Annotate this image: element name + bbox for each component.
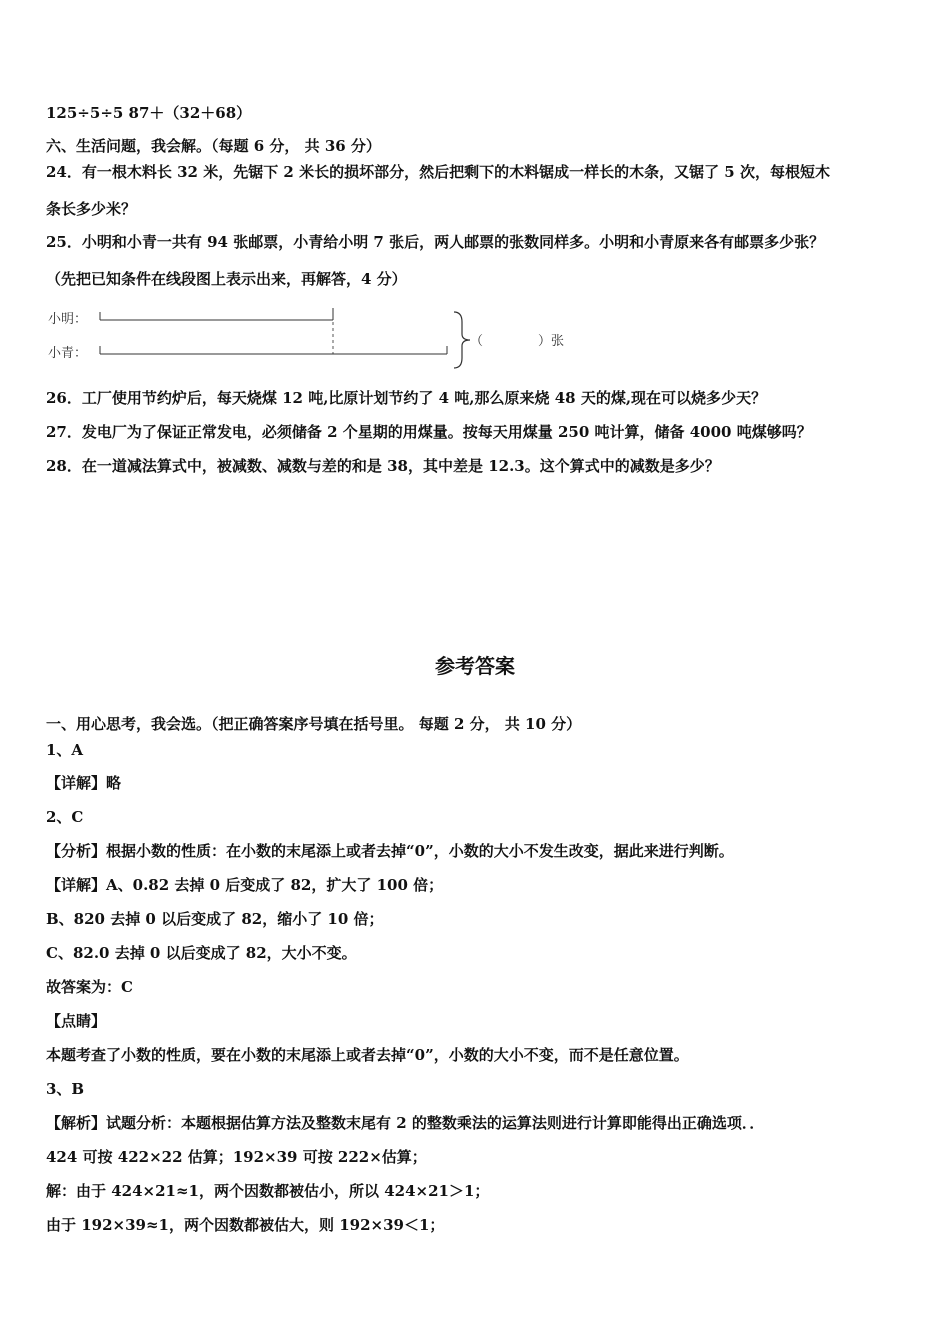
question-28: 28．在一道减法算式中，被减数、减数与差的和是 38，其中差是 12.3。这个算式中的减数是多少？ xyxy=(46,457,720,475)
answers-title: 参考答案 xyxy=(435,654,515,678)
answer-2-detail-c: C、82.0 去掉 0 以后变成了 82，大小不变。 xyxy=(46,944,357,962)
answer-2-analysis: 【分析】根据小数的性质：在小数的末尾添上或者去掉“0”，小数的大小不发生改变，据此来进行判断。 xyxy=(46,842,734,860)
question-27: 27．发电厂为了保证正常发电，必须储备 2 个星期的用煤量。按每天用煤量 250 吨计算，储备 4000 吨煤够吗？ xyxy=(46,423,812,441)
segment-lines xyxy=(46,300,606,376)
line-segment-diagram xyxy=(46,300,606,376)
arithmetic-expressions: 125÷5÷5 87＋（32＋68） xyxy=(46,104,252,122)
label-xiaoming: 小明： xyxy=(48,312,88,327)
section6-heading: 六、生活问题，我会解。（每题 6 分， 共 36 分） xyxy=(46,137,381,155)
answer-1: 1、A xyxy=(46,741,84,759)
answer-2-point: 本题考查了小数的性质，要在小数的末尾添上或者去掉“0”，小数的大小不变，而不是任意位置。 xyxy=(46,1046,689,1064)
answer-1-detail: 【详解】略 xyxy=(46,774,122,792)
answers-section1-heading: 一、用心思考，我会选。（把正确答案序号填在括号里。 每题 2 分， 共 10 分） xyxy=(46,715,582,733)
answer-2-detail-b: B、820 去掉 0 以后变成了 82，缩小了 10 倍； xyxy=(46,910,384,928)
label-xiaoqing: 小青： xyxy=(48,346,88,361)
question-25-note: （先把已知条件在线段图上表示出来，再解答，4 分） xyxy=(46,270,407,288)
answer-bracket-open: （ xyxy=(470,334,484,349)
question-26: 26．工厂使用节约炉后，每天烧煤 12 吨,比原计划节约了 4 吨,那么原来烧 48 天的煤,现在可以烧多少天？ xyxy=(46,389,767,407)
answer-2-detail-a: 【详解】A、0.82 去掉 0 后变成了 82，扩大了 100 倍； xyxy=(46,876,444,894)
answer-2-point-label: 【点睛】 xyxy=(46,1012,107,1030)
answer-3-line3: 由于 192×39≈1，两个因数都被估大，则 192×39＜1； xyxy=(46,1216,445,1234)
answer-3-analysis: 【解析】试题分析：本题根据估算方法及整数末尾有 2 的整数乘法的运算法则进行计算即能得出正确选项．． xyxy=(46,1114,765,1132)
answer-2: 2、C xyxy=(46,808,84,826)
answer-2-conclusion: 故答案为：C xyxy=(46,978,133,996)
answer-bracket-close: ）张 xyxy=(538,334,565,349)
question-24-line2: 条长多少米？ xyxy=(46,200,137,218)
answer-3-line1: 424 可按 422×22 估算；192×39 可按 222×估算； xyxy=(46,1148,427,1166)
question-24-line1: 24．有一根木料长 32 米，先锯下 2 米长的损坏部分，然后把剩下的木料锯成一样长的木条，又锯了 5 次，每根短木 xyxy=(46,163,830,181)
answer-3: 3、B xyxy=(46,1080,85,1098)
question-25: 25．小明和小青一共有 94 张邮票，小青给小明 7 张后，两人邮票的张数同样多。小明和小青原来各有邮票多少张？ xyxy=(46,233,825,251)
answer-3-line2: 解：由于 424×21≈1，两个因数都被估小，所以 424×21＞1； xyxy=(46,1182,490,1200)
